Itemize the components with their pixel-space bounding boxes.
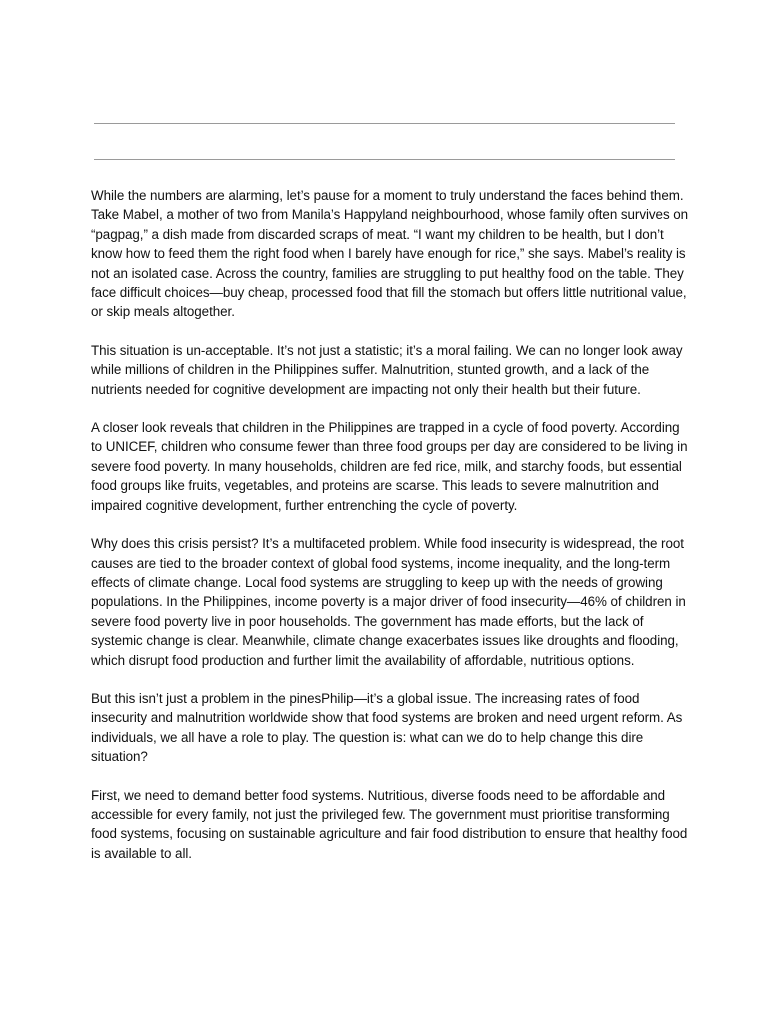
paragraph-global-issue: But this isn’t just a problem in the pinesPhilip—it’s a global issue. The increasing rates of food insecurity and malnutrition worldwide show that food systems are broken and need urgent reform. As individuals, we all have a role to play. The question is: what can we do to help change this dire situation? [91,690,683,765]
document-body [91,186,691,882]
header-rule-bottom [94,159,675,160]
header-rule-top [94,123,675,124]
paragraph-unacceptable-situation: This situation is un-acceptable. It’s not just a statistic; it’s a moral failing. We can no longer look away while millions of children in the Philippines suffer. Malnutrition, stunted growth, and a lack of the nutrients needed for cognitive development are impacting not only their health but their future. [91,342,683,397]
paragraph-better-food-systems: First, we need to demand better food systems. Nutritious, diverse foods need to be affordable and accessible for every family, not just the privileged few. The government must prioritise transforming food systems, focusing on sustainable agriculture and fair food distribution to ensure that healthy food is available to all. [91,787,688,861]
paragraph-why-crisis-persists: Why does this crisis persist? It’s a multifaceted problem. While food insecurity is widespread, the root causes are tied to the broader context of global food systems, income inequality, and the long-term effects of climate change. Local food systems are struggling to keep up with the needs of growing populations. In the Philippines, income poverty is a major driver of food insecurity—46% of children in severe food poverty live in poor households. The government has made efforts, but the lack of systemic change is clear. Meanwhile, climate change exacerbates issues like droughts and flooding, which disrupt food production and further limit the availability of affordable, nutritious options. [91,536,686,668]
paragraph-faces-behind-numbers: While the numbers are alarming, let’s pause for a moment to truly understand the faces behind them. Take Mabel, a mother of two from Manila’s Happyland neighbourhood, whose family often survives on “pagpag,” a dish made from discarded scraps of meat. “I want my children to be health, but I don’t know how to feed them the right food when I barely have enough for rice,” she says. Mabel’s reality is not an isolated case. Across the country, families are struggling to put healthy food on the table. They face difficult choices—buy cheap, processed food that fill the stomach but offers little nutritional value, or skip meals altogether. [91,188,689,320]
paragraph-cycle-of-food-poverty: A closer look reveals that children in the Philippines are trapped in a cycle of food poverty. According to UNICEF, children who consume fewer than three food groups per day are considered to be living in severe food poverty. In many households, children are fed rice, milk, and starchy foods, but essential food groups like fruits, vegetables, and proteins are scarse. This leads to severe malnutrition and impaired cognitive development, further entrenching the cycle of poverty. [91,420,688,513]
